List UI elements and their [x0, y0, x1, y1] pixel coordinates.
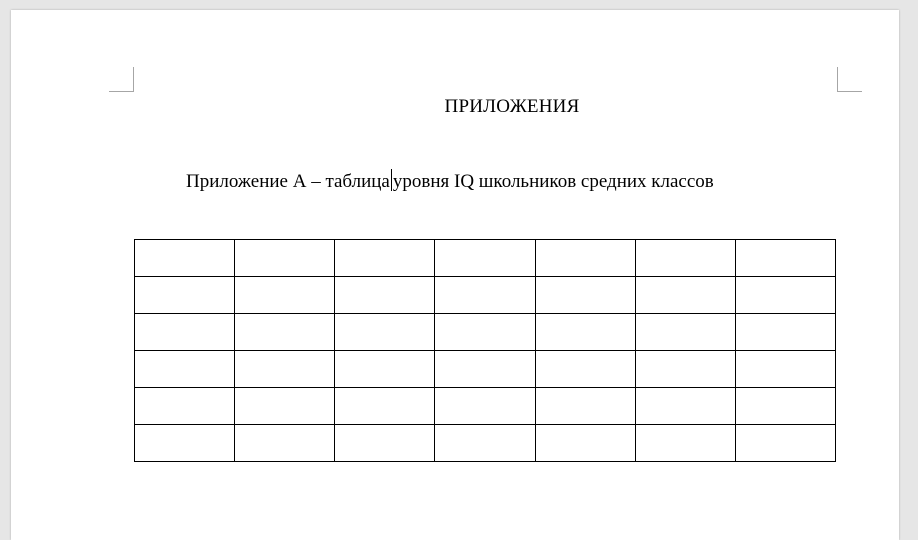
table-cell[interactable] — [435, 277, 535, 314]
table-body — [135, 240, 836, 462]
table-cell[interactable] — [335, 314, 435, 351]
table-cell[interactable] — [735, 351, 835, 388]
table-cell[interactable] — [335, 388, 435, 425]
table-cell[interactable] — [735, 314, 835, 351]
table-row — [135, 425, 836, 462]
caption-text-before-cursor[interactable]: Приложение А – таблица — [186, 171, 390, 192]
margin-corner-top-left — [109, 67, 134, 92]
table-cell[interactable] — [635, 314, 735, 351]
table-cell[interactable] — [235, 388, 335, 425]
table-cell[interactable] — [435, 351, 535, 388]
data-table[interactable] — [134, 239, 836, 462]
table-cell[interactable] — [635, 388, 735, 425]
table-cell[interactable] — [435, 425, 535, 462]
table-cell[interactable] — [635, 425, 735, 462]
table-cell[interactable] — [335, 351, 435, 388]
table-cell[interactable] — [635, 351, 735, 388]
table-row — [135, 277, 836, 314]
table-cell[interactable] — [135, 351, 235, 388]
appendix-heading[interactable]: ПРИЛОЖЕНИЯ — [444, 96, 580, 117]
table-cell[interactable] — [535, 425, 635, 462]
table-cell[interactable] — [335, 277, 435, 314]
table-cell[interactable] — [535, 388, 635, 425]
table-cell[interactable] — [135, 314, 235, 351]
margin-corner-top-right — [837, 67, 862, 92]
text-cursor — [391, 169, 392, 191]
table-cell[interactable] — [235, 314, 335, 351]
table-cell[interactable] — [635, 240, 735, 277]
table-cell[interactable] — [735, 240, 835, 277]
document-page[interactable] — [11, 10, 899, 540]
table-cell[interactable] — [535, 314, 635, 351]
table-cell[interactable] — [135, 277, 235, 314]
table-caption[interactable] — [186, 169, 714, 193]
table-cell[interactable] — [535, 351, 635, 388]
table-cell[interactable] — [435, 314, 535, 351]
table-row — [135, 240, 836, 277]
table-cell[interactable] — [435, 240, 535, 277]
table-cell[interactable] — [135, 388, 235, 425]
table-cell[interactable] — [135, 425, 235, 462]
table-cell[interactable] — [235, 240, 335, 277]
table-cell[interactable] — [435, 388, 535, 425]
table-cell[interactable] — [235, 277, 335, 314]
table-cell[interactable] — [235, 351, 335, 388]
table-cell[interactable] — [535, 240, 635, 277]
caption-text-after-cursor[interactable]: уровня IQ школьников средних классов — [392, 171, 714, 192]
table-cell[interactable] — [335, 425, 435, 462]
table-cell[interactable] — [235, 425, 335, 462]
table-cell[interactable] — [735, 388, 835, 425]
table-row — [135, 351, 836, 388]
table-cell[interactable] — [335, 240, 435, 277]
table-cell[interactable] — [735, 425, 835, 462]
table-row — [135, 388, 836, 425]
table-row — [135, 314, 836, 351]
table-cell[interactable] — [535, 277, 635, 314]
table-cell[interactable] — [135, 240, 235, 277]
table-cell[interactable] — [735, 277, 835, 314]
table-cell[interactable] — [635, 277, 735, 314]
